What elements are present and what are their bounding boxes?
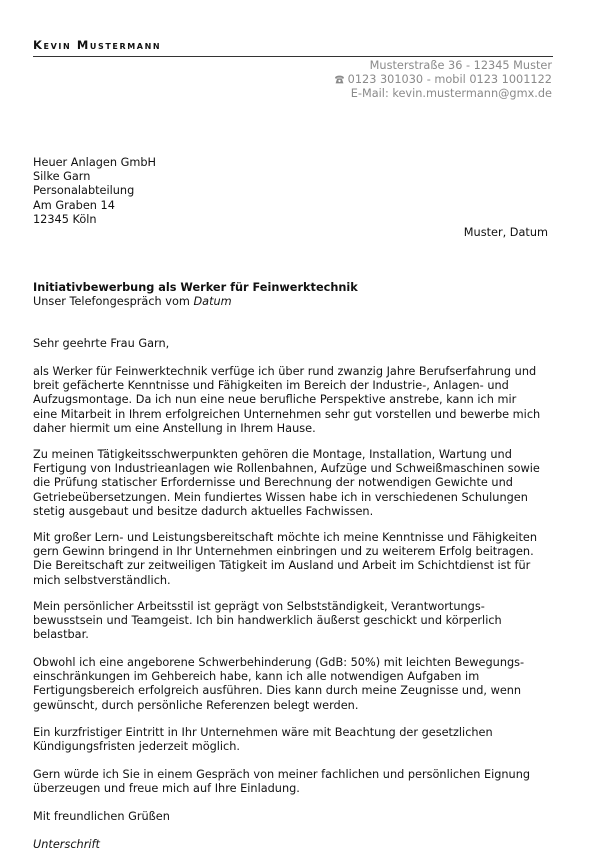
paragraph-line: gewünscht, durch persönliche Referenzen belegt werden. [33,698,359,712]
body-paragraph [33,726,553,754]
paragraph-line: Fertigung von Industrieanlagen wie Rollenbahnen, Aufzüge und Schweißmaschinen sowie [33,462,540,476]
paragraph-line: Kündigungsfristen jederzeit möglich. [33,740,241,754]
paragraph-line: Fertigungsbereich erfolgreich ausführen. Dies kann durch meine Zeugnisse und, wenn [33,684,522,698]
sender-phone-line [334,73,552,87]
paragraph-line: die Prüfung statischer Erfordernisse und Berechnung der notwendigen Gewichte und [33,476,513,490]
header-rule [33,56,553,57]
body-paragraph [33,656,553,713]
paragraph-line: eine Mitarbeit in Ihrem erfolgreichen Unternehmen sehr gut vorstellen und bewerbe mich [33,407,541,421]
body-paragraph [33,531,553,588]
sender-address: Musterstraße 36 - 12345 Muster [369,59,552,72]
paragraph-line: Gern würde ich Sie in einem Gespräch von meiner fachlichen und persönlichen Eignung [33,768,531,781]
paragraph-line: belastbar. [33,628,89,642]
recipient-department: Personalabteilung [33,184,135,198]
paragraph-line: Getriebeübersetzungen. Mein fundiertes Wissen habe ich in verschiedenen Schulungen [33,490,528,504]
subject-reference [33,295,232,309]
body-paragraph [33,600,553,643]
sender-contact [334,59,552,102]
paragraph-line: überzeugen und freue mich auf Ihre Einladung. [33,782,300,796]
closing-line: Mit freundlichen Grüßen [33,810,170,823]
sender-name: Kevin Mustermann [33,38,162,52]
telephone-icon [334,75,345,84]
paragraph-line: einschränkungen im Gehbereich habe, kann ich alle notwendigen Aufgaben im [33,670,480,684]
paragraph-line: als Werker für Feinwerktechnik verfüge ich über rund zwanzig Jahre Berufserfahrung und [33,365,537,378]
subject-reference-prefix: Unser Telefongespräch vom [33,295,194,308]
signature: Unterschrift [33,838,100,850]
body-paragraph [33,768,553,796]
paragraph-line: breit gefächerte Kenntnisse und Fähigkeiten im Bereich der Industrie-, Anlagen- und [33,379,509,393]
body-paragraph [33,365,553,436]
paragraph-line: stetig ausgebaut und besitze dadurch aktuelles Fachwissen. [33,504,374,518]
subject-title: Initiativbewerbung als Werker für Feinwerktechnik [33,281,358,294]
recipient-person: Silke Garn [33,170,91,184]
body-paragraph [33,448,553,519]
paragraph-line: Zu meinen Tätigkeitsschwerpunkten gehören die Montage, Installation, Wartung und [33,448,512,461]
sender-phone: 0123 301030 - mobil 0123 1001122 [347,73,552,87]
recipient-street: Am Graben 14 [33,198,115,212]
recipient-company: Heuer Anlagen GmbH [33,156,157,169]
date-line: Muster, Datum [463,226,548,239]
paragraph-line: daher hiermit um eine Anstellung in Ihrem Hause. [33,421,316,435]
recipient-city: 12345 Köln [33,212,97,226]
paragraph-line: Ein kurzfristiger Eintritt in Ihr Unternehmen wäre mit Beachtung der gesetzlichen [33,726,493,739]
paragraph-line: Die Bereitschaft zur zeitweiligen Tätigkeit im Ausland und Arbeit im Schichtdienst ist für [33,559,531,573]
subject-reference-date: Datum [193,295,232,308]
paragraph-line: Aufzugsmontage. Da ich nun eine neue berufliche Perspektive anstrebe, kann ich mir [33,393,517,407]
sender-email: E-Mail: kevin.mustermann@gmx.de [350,87,552,101]
paragraph-line: mich selbstverständlich. [33,573,171,587]
paragraph-line: Mit großer Lern- und Leistungsbereitschaft möchte ich meine Kenntnisse und Fähigkeiten [33,531,537,544]
paragraph-line: gern Gewinn bringend in Ihr Unternehmen einbringen und zu weiterem Erfolg beitragen. [33,545,534,559]
paragraph-line: Obwohl ich eine angeborene Schwerbehinderung (GdB: 50%) mit leichten Bewegungs- [33,656,525,669]
paragraph-line: bewusstsein und Teamgeist. Ich bin handwerklich äußerst geschickt und körperlich [33,614,502,628]
paragraph-line: Mein persönlicher Arbeitsstil ist geprägt von Selbstständigkeit, Verantwortungs- [33,600,485,613]
salutation: Sehr geehrte Frau Garn, [33,337,170,350]
recipient-address [33,156,156,227]
